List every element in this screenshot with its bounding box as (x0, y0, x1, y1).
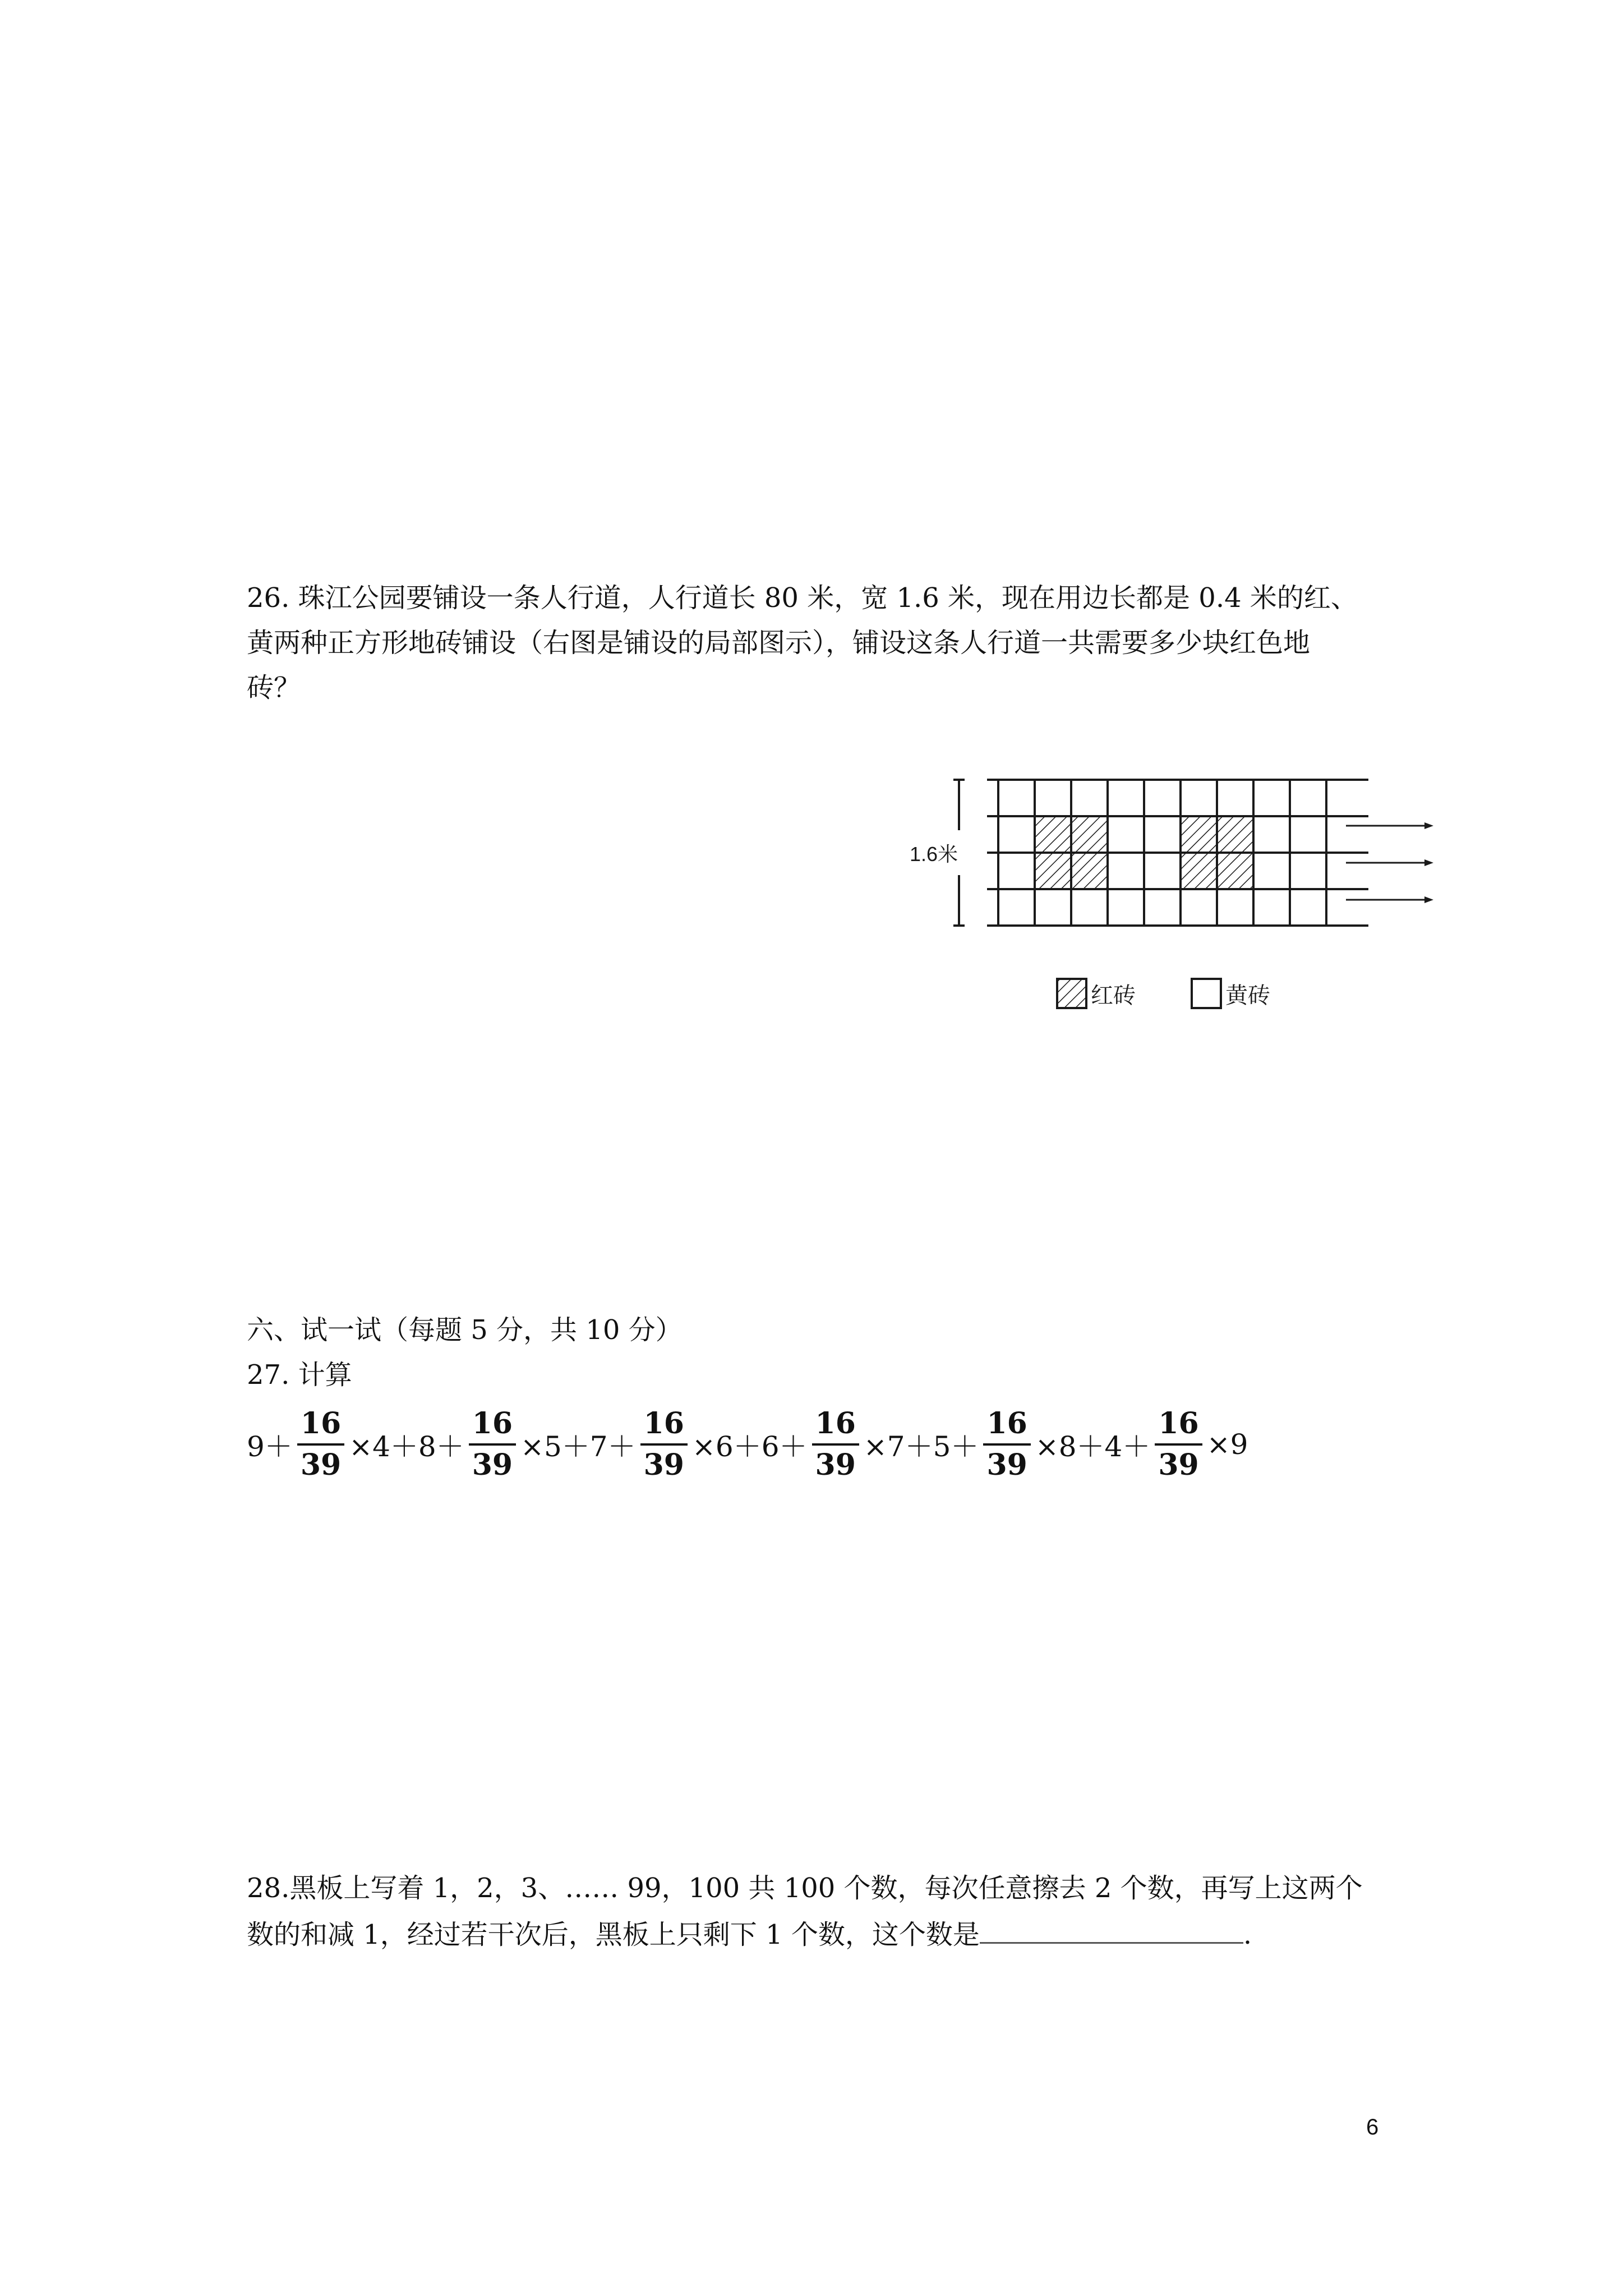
legend-yellow-swatch (1192, 979, 1221, 1008)
q27-title: 27. 计算 (247, 1359, 352, 1391)
denominator: 39 (1158, 1448, 1199, 1482)
formula-term: ×4＋8＋ (349, 1430, 464, 1463)
formula-term: ×5＋7＋ (520, 1430, 636, 1463)
q28-line-1: 28.黑板上写着 1，2，3、…… 99，100 共 100 个数，每次任意擦去 2 个数，再写上这两个 (247, 1872, 1363, 1904)
q28-line-2 (247, 1913, 1252, 1955)
fraction (297, 1406, 344, 1483)
numerator: 16 (640, 1406, 688, 1446)
q26-line-3: 砖？ (247, 672, 301, 703)
q26-line-1: 26. 珠江公园要铺设一条人行道，人行道长 80 米，宽 1.6 米，现在用边长都是 0.4 米的红、 (247, 582, 1358, 614)
numerator: 16 (812, 1406, 859, 1446)
fraction (1155, 1406, 1202, 1483)
arrow-right-icon (1424, 896, 1433, 903)
numerator: 16 (297, 1406, 344, 1446)
q28-line-2-text: 数的和减 1，经过若干次后，黑板上只剩下 1 个数，这个数是 (247, 1919, 980, 1950)
denominator: 39 (300, 1448, 342, 1482)
q27-formula (247, 1397, 1248, 1492)
denominator: 39 (472, 1448, 513, 1482)
width-label: 1.6米 (910, 843, 958, 866)
numerator: 16 (469, 1406, 516, 1446)
arrow-right-icon (1424, 822, 1433, 829)
fraction (640, 1406, 688, 1483)
page-number: 6 (1366, 2115, 1379, 2139)
fraction (812, 1406, 859, 1483)
formula-term: ×7＋5＋ (863, 1430, 979, 1463)
formula-term: 9＋ (247, 1430, 293, 1463)
fraction (469, 1406, 516, 1483)
legend-red-swatch (1057, 979, 1086, 1008)
arrow-right-icon (1424, 859, 1433, 866)
denominator: 39 (986, 1448, 1027, 1482)
walkway-diagram (910, 763, 1436, 1027)
numerator: 16 (1155, 1406, 1202, 1446)
fraction (983, 1406, 1030, 1483)
section-6-title: 六、试一试（每题 5 分，共 10 分） (247, 1314, 683, 1346)
formula-term: ×9 (1206, 1428, 1248, 1461)
numerator: 16 (983, 1406, 1030, 1446)
denominator: 39 (643, 1448, 684, 1482)
legend-yellow-label: 黄砖 (1225, 983, 1270, 1008)
walkway-tile-figure (910, 763, 1436, 1027)
legend-red-label: 红砖 (1091, 983, 1136, 1008)
formula-term: ×6＋6＋ (692, 1430, 808, 1463)
formula-term: ×8＋4＋ (1035, 1430, 1151, 1463)
denominator: 39 (815, 1448, 856, 1482)
q28-period: . (1243, 1919, 1252, 1950)
answer-blank[interactable] (980, 1913, 1243, 1944)
q26-line-2: 黄两种正方形地砖铺设（右图是铺设的局部图示），铺设这条人行道一共需要多少块红色地 (247, 627, 1311, 659)
